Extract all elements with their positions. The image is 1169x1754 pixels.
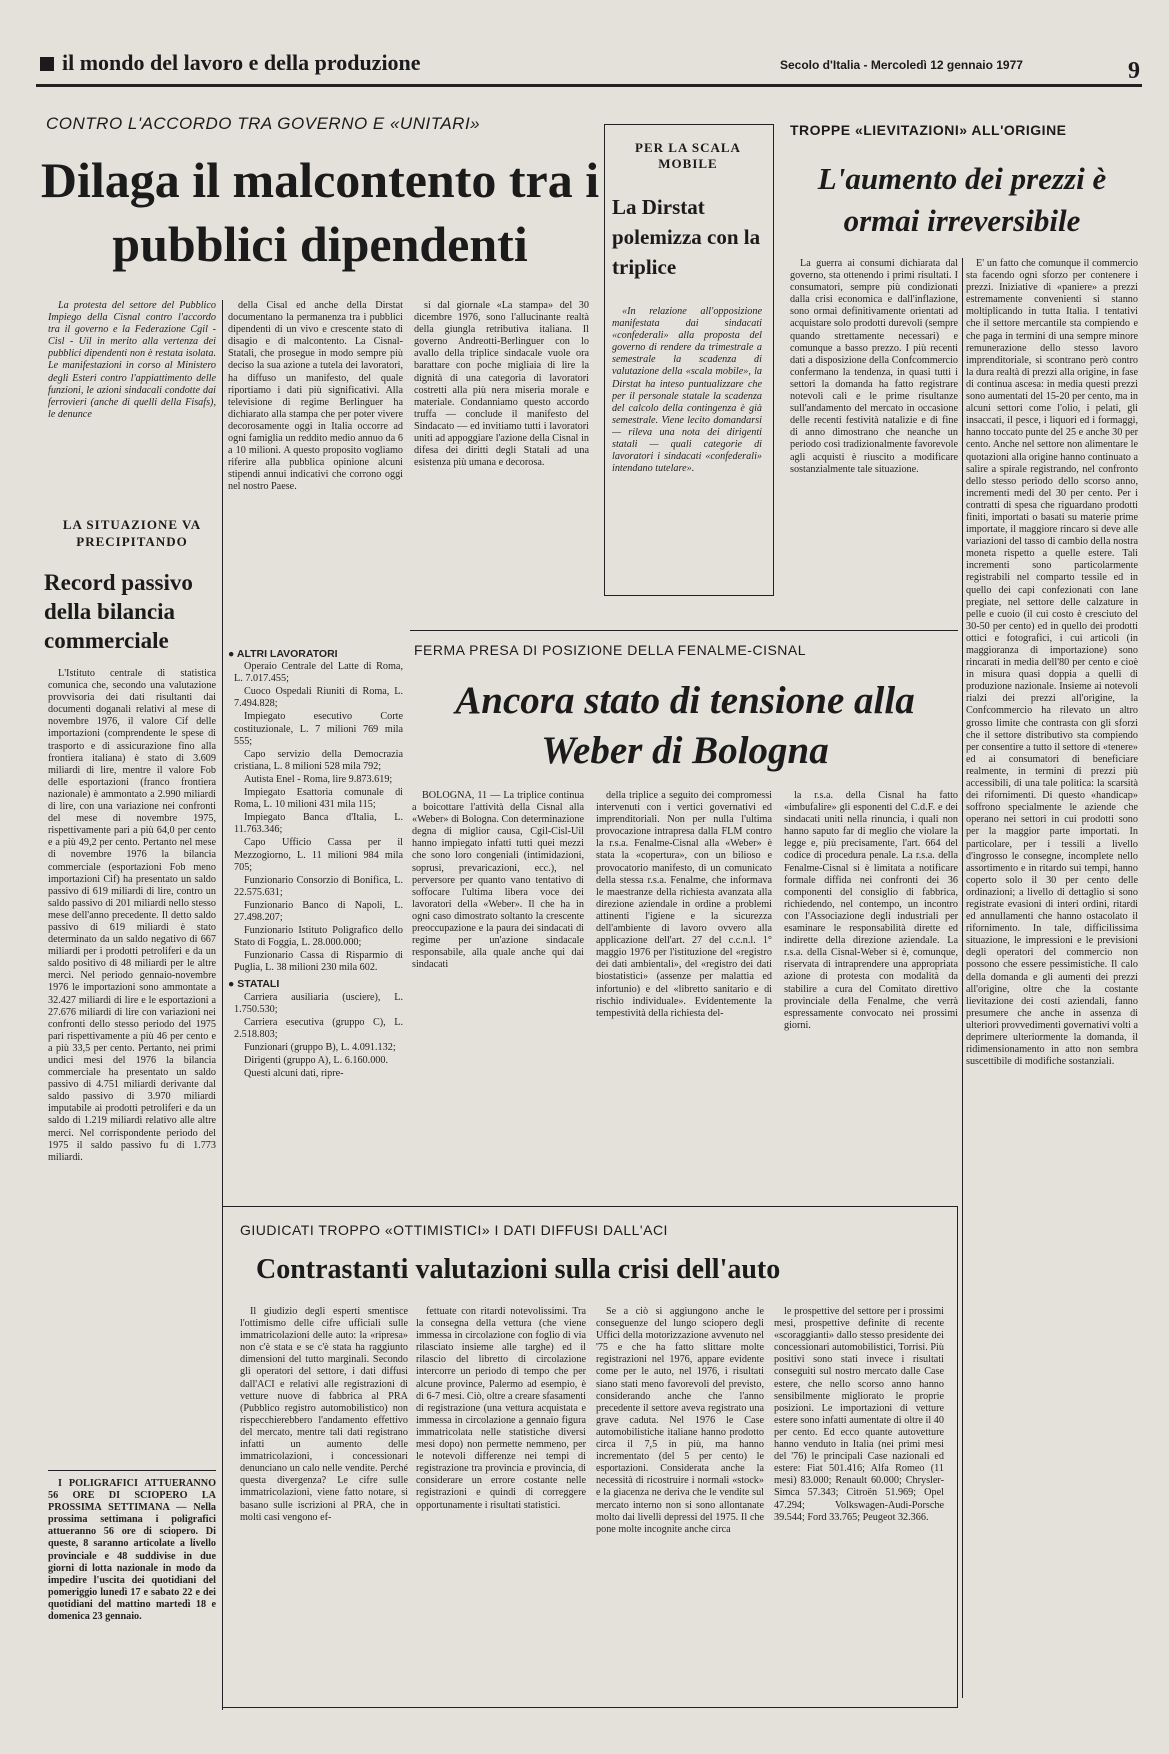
list-item: Capo servizio della Democrazia cristiana, L. 8 milioni 528 mila 792;	[234, 748, 403, 772]
auto-col3-text: Se a ciò si aggiungono anche le conseguenze del lungo sciopero degli Uffici della motorizzazione avvenuto nel '75 e che ha fatto slittare molte registrazioni nel 1976, appare evidente come per le auto, nel 1976, i risultati siano stati meno favorevoli del previsto, considerando anche che l'anno precedente il settore aveva registrato una grave caduta. Nel 1976 le Case automobilistiche italiane hanno prodotto circa il 7,5 in più, ma hanno incrementato (del 5 per cento) le esportazioni. Considerata anche la necessità di ricostruire i normali «stock» e la giacenza ne deriva che le vendite sul mercato interno non si sono allontanate molto dai livelli depressi del 1975. Il che pone molte incognite anche circa	[596, 1306, 764, 1535]
page-number: 9	[1128, 58, 1140, 84]
situazione-body-text: L'Istituto centrale di statistica comunica che, secondo una valutazione provvisoria dei dati risultanti dai documenti doganali relativi al mese di novembre 1976, il valore Cif delle importazioni (comprendente le spese di trasporto e di assicurazione fino alla frontiera italiana) è stato di 3.609 miliardi di lire, mentre il valore Fob delle esportazioni (franco frontiera nazionale) è ammontato a 2.990 miliardi di lire, con una variazione nei confronti del mese di novembre 1975, rispettivamente pari a più 64,0 per cento e a più 49,2 per cento. Pertanto nel mese di novembre 1976 la bilancia commerciale (esportazioni Fob meno importazioni Cif) ha presentato un saldo passivo di 619 miliardi di lire, contro un saldo passivo di 201 miliardi nello stesso mese dell'anno precedente. Il detto saldo passivo di 619 miliardi è stato determinato da un saldo negativo di 667 miliardi per i prodotti petroliferi e da un saldo positivo di 48 miliardi per le altre merci. Nel periodo gennaio-novembre 1976 le importazioni sono ammontate a 32.427 miliardi di lire e le esportazioni a 27.676 miliardi di lire con variazioni nei confronti dello stesso periodo del 1975 pari rispettivamente a più 46 per cento e a più 33,5 per cento. Pertanto, nei primi undici mesi del 1976 la bilancia commerciale ha presentato un saldo passivo di 4.751 miliardi derivante dal saldo passivo di 3.970 miliardi imputabile ai prodotti petroliferi e da un saldo di 1.219 miliardi relativo alle altre merci. Nel corrispondente periodo del 1975 il saldo passivo fu di 1.773 miliardi.	[48, 668, 216, 1163]
auto-kicker: GIUDICATI TROPPO «OTTIMISTICI» I DATI DIFFUSI DALL'ACI	[240, 1222, 668, 1238]
dirstat-body	[612, 306, 762, 586]
situazione-note-rule	[48, 1470, 216, 1471]
auto-col1	[240, 1306, 408, 1698]
dirstat-headline: La Dirstat polemizza con la triplice	[612, 195, 761, 279]
list-item: Funzionario Consorzio di Bonifica, L. 22.575.631;	[234, 874, 403, 898]
auto-col4	[774, 1306, 944, 1698]
list-item: Carriera ausiliaria (usciere), L. 1.750.530;	[234, 991, 403, 1015]
weber-col2	[596, 790, 772, 1196]
auto-headline: Contrastanti valutazioni sulla crisi dell'auto	[256, 1254, 781, 1285]
list-item: Dirigenti (gruppo A), L. 6.160.000.	[244, 1055, 389, 1066]
list-item: Operaio Centrale del Latte di Roma, L. 7.017.455;	[234, 661, 403, 685]
list-item: Impiegato Banca d'Italia, L. 11.763.346;	[234, 812, 403, 836]
article1-lead-text: La protesta del settore del Pubblico Impiego della Cisnal contro l'accordo tra il governo e la Federazione Cgil - Cisl - Uil in merito alla vertenza dei pubblici dipendenti non è restata isolata. Le manifestazioni in corso al Ministero degli Esteri contro l'appiattimento delle funzioni, le azioni sindacali condotte dai ferrovieri (anche di quelli della Fisafs), le denunce	[48, 300, 216, 420]
article1-headline: Dilaga il malcontento tra i pubblici dipendenti	[40, 152, 600, 272]
weber-col3-text: la r.s.a. della Cisnal ha fatto «imbufalire» gli esponenti del C.d.F. e dei sindacati uniti nella rinuncia, i quali non hanno saputo far di meglio che violare la legge e, più precisamente, l'art. 664 del codice di procedura penale. La r.s.a. della Fenalme-Cisnal si è limitata a notificare formale diffida nei confronti dei 36 componenti del consiglio di fabbrica, richiedendo, nel contempo, un incontro con l'Associazione degli industriali per esaminare le responsabilità dirette ed indirette della direzione aziendale. La r.s.a. della Cisnal-Weber si è, comunque, riservata di intraprendere una appropriata azione di protesta con modalità da stabilire a cura del Comitato direttivo provinciale della Fenalme, che verrà espressamente convocato nei prossimi giorni.	[784, 790, 958, 1031]
situazione-body	[48, 668, 216, 1466]
list-item: Funzionario Cassa di Risparmio di Puglia, L. 38 milioni 230 mila 602.	[234, 950, 403, 974]
weber-headline: Ancora stato di tensione alla Weber di Bologna	[455, 679, 915, 772]
weber-top-rule	[410, 630, 958, 631]
prezzi-kicker: TROPPE «LIEVITAZIONI» ALL'ORIGINE	[790, 122, 1067, 138]
poligrafici-note	[48, 1478, 216, 1708]
list-item: Funzionario Istituto Poligrafico dello Stato di Foggia, L. 28.000.000;	[234, 925, 403, 949]
list-title-altri-text: ALTRI LAVORATORI	[236, 648, 338, 660]
dateline: Secolo d'Italia - Mercoledì 12 gennaio 1977	[780, 58, 1023, 72]
weber-col1-text: BOLOGNA, 11 — La triplice continua a boicottare l'attività della Cisnal alla «Weber» di Bologna. Con determinazione degna di miglior causa, Cgil-Cisl-Uil hanno impiegato infatti tutti quei mezzi che sono loro congeniali (intimidazioni, soprusi, prevaricazioni, ecc.), nel perversore per quanto vano tentativo di soffocare l'ultima libera voce dei lavoratori della «Weber». Il che ha in ogni caso dimostrato soltanto la crescente preoccupazione e la paura dei sindacati di regime per un'azione sindacale responsabile, alla quale anche qui dai sindacati	[412, 790, 584, 971]
auto-col2-text: fettuate con ritardi notevolissimi. Tra la consegna della vettura (che viene immessa in circolazione con foglio di via rilasciato insieme alle targhe) ed il rilascio del libretto di circolazione intercorre un periodo di tempo che per alcune province, Palermo ad esempio, è di 6-7 mesi. Ciò, oltre a creare sfasamenti di registrazione (una vettura acquistata e immessa in circolazione a gennaio figura immatricolata nelle statistiche diversi mesi dopo) non permette nemmeno, per le notevoli differenze nei tempi di registrazione tra provincia e provincia, di considerare un errore costante nelle registrazioni e quindi di correggere opportunamente i risultati statistici.	[416, 1306, 586, 1511]
poligrafici-note-text: I POLIGRAFICI ATTUERANNO 56 ORE DI SCIOPERO LA PROSSIMA SETTIMANA — Nella prossima settimana i poligrafici attueranno 56 ore di sciopero. Di queste, 8 saranno articolate a livello provinciale e 48 suddivise in due giorni di lotta nazionale in modo da impedire l'uscita dei quotidiani del pomeriggio lunedì 17 e sabato 22 e dei quotidiani del mattino martedì 18 e domenica 23 gennaio.	[48, 1478, 216, 1623]
dirstat-body-text: «In relazione all'opposizione manifestata dai sindacati «confederali» alla proposta del governo di rendere da trimestrale a semestrale la scadenza di valutazione della «scala mobile», la Dirstat ha inteso puntualizzare che per il personale statale la scadenza del calcolo della contingenza è già semestrale. Viene lecito domandarsi — rileva una nota dei dirigenti statali — quali categorie di lavoratori i sindacati «confederali» intendano tutelare».	[612, 306, 762, 475]
article1-col3-text: si dal giornale «La stampa» del 30 dicembre 1976, sono l'allucinante realtà della giungla retributiva italiana. Il governo Andreotti-Berlinguer con lo avallo della triplice sindacale vuole ora barattare con poche migliaia di lire la dignità di una categoria di lavoratori costretti alla più nera miseria morale e materiale. Condanniamo questo accordo truffa — conclude il manifesto del Sindacato — ed invitiamo tutti i lavoratori uniti ad appoggiare l'azione della Cisnal in difesa dei diritti degli Statali ad una esistenza più umana e decorosa.	[414, 300, 589, 469]
list-item: Carriera esecutiva (gruppo C), L. 2.518.803;	[234, 1016, 403, 1040]
article1-col3	[414, 300, 589, 620]
prezzi-col2	[966, 258, 1138, 1704]
list-title-statali: ● STATALI	[228, 978, 280, 991]
prezzi-col1-text: La guerra ai consumi dichiarata dal governo, sta ottenendo i primi risultati. I consumatori, sempre più condizionati dalla crisi economica e dall'inflazione, sono ormai definitivamente orientati ad acquistare solo prodotti durevoli (sempre quando strettamente necessari) e comunque a basso prezzo. I più recenti dati a disposizione della Confcommercio confermano la tendenza, in quasi tutti i settori la domanda ha fatto registrare notevoli cali e le prime risultanze sull'andamento del mercato in occasione delle recenti festività natalizie e di fine di anno dimostrano che neanche un periodo così tradizionalmente favorevole agli acquisti è riuscito a modificare sostanzialmente tale situazione.	[790, 258, 958, 475]
column-rule	[962, 258, 963, 1698]
article1-kicker: CONTRO L'ACCORDO TRA GOVERNO E «UNITARI»	[46, 114, 481, 133]
section-bullet	[40, 57, 54, 71]
prezzi-col2-text: E' un fatto che comunque il commercio sta facendo ogni sforzo per contenere i prezzi. Iniziative di «paniere» a prezzi estremamente convenienti si stanno moltiplicando in tutta Italia. I tentativi che il settore mercantile sta compiendo e che paga in termini di una sempre minore remunerazione dello stesso lavoro imprenditoriale, si scontrano però contro la dura realtà di prezzi alla origine, in fase di continua ascesa: in media questi prezzi sono aumentati del 15-20 per cento, ma in alcuni settori come l'olio, i pelati, gli insaccati, il pesce, i liquori ed i formaggi, hanno toccato punte del 25 e anche 30 per cento. Anche nel settore non alimentare le quotazioni alla origine hanno continuato a salire a spirale registrando, nel confronto dello stesso periodo dello scorso anno, incrementi medi del 30 per cento. Per i contratti di spesa che riguardano prodotti finiti, importati o basati su materie prime importate, il maggiore rincaro si deve alle variazioni del tasso di cambio della nostra moneta rispetto a quelle estere. Tali incrementi sono particolarmente registrabili nel comparto tessile ed in quello dei capi confezionati con lane pregiate, nel settore delle calzature in pelle e cuoio (il cui costo è cresciuto del 30-50 per cento) ed in quello dei prodotti ottici e fotografici, i cui articoli (in maggioranza di importazione) sono rincarati in media dell'80 per cento e cioè in misura quasi doppia a quelli di produzione nazionale. Insieme ai notevoli rialzi dei prezzi all'origine, la Confcommercio ha rilevato un altro grosso limite che contrasta con gli sforzi che il settore distributivo sta compiendo per consentire a tutto il settore di «tenere» ed ai consumatori di beneficiare realmente, in termini di prezzi più accessibili, di una tale politica: la scarsità dei rifornimenti. Di questo «handicap» soffrono specialmente le aziende che operano nei settori in cui prodotti sono per la maggior parte importati. In particolare, per i tessili a livello d'ingrosso le consegne, incomplete nello assortimento e in ritardo sui tempi, hanno coperto solo il 30 per cento delle ordinazioni; a livello di dettaglio si sono registrate evasioni di interi ordini, ritardi ed annullamenti che hanno ostacolato il rifornimento. In tale, difficilissima situazione, le impressioni e le previsioni degli operatori del commercio non possono che essere pessimistiche. Il calo della domanda e gli aumenti dei prezzi all'origine, oltre che la costante lievitazione dei costi aziendali, fanno presumere che anche in assenza di ulteriori provvedimenti governativi volti a deprimere ulteriormente la domanda, il ridimensionamento in atto non sembra suscettibile di modifiche sostanziali.	[966, 258, 1138, 1068]
list-title-statali-text: STATALI	[237, 978, 280, 991]
weber-col3	[784, 790, 958, 1196]
auto-col2	[416, 1306, 586, 1698]
article1-col2-text: della Cisal ed anche della Dirstat documentano la permanenza tra i pubblici dipendenti di un vivo e crescente stato di disagio e di malcontento. La Cisnal-Statali, che prosegue in modo sempre più deciso la sua azione a tutela dei lavoratori, ha diffuso un manifesto, del quale riportiamo i dati più significativi. Alla televisione di regime Berlinguer ha dichiarato alla stampa che per poter vivere decorosamente oggi in Italia occorre ad ogni famiglia un reddito medio annuo da 6 a 10 milioni. A questo proposito vogliamo riferire alla pubblica opinione alcuni stipendi annui indicativi che corrono oggi nel nostro Paese.	[228, 300, 403, 493]
situazione-kicker: LA SITUAZIONE VA PRECIPITANDO	[62, 517, 202, 549]
article1-col2	[228, 300, 403, 640]
salary-list	[228, 644, 403, 1164]
list-item: Funzionario Banco di Napoli, L. 27.498.207;	[234, 899, 403, 923]
section-title: il mondo del lavoro e della produzione	[62, 50, 421, 75]
list-tail: Questi alcuni dati, ripre-	[244, 1068, 344, 1080]
list-item: Impiegato esecutivo Corte costituzionale, L. 7 milioni 769 mila 555;	[234, 711, 403, 747]
situazione-headline: Record passivo della bilancia commerciale	[44, 570, 193, 653]
dirstat-kicker: PER LA SCALA MOBILE	[635, 140, 741, 171]
header-rule	[36, 84, 1142, 87]
auto-col3	[596, 1306, 764, 1698]
prezzi-col1	[790, 258, 958, 602]
article1-lead	[48, 300, 216, 505]
list-item: Autista Enel - Roma, lire 9.873.619;	[244, 773, 393, 785]
list-item: Funzionari (gruppo B), L. 4.091.132;	[244, 1041, 396, 1053]
auto-col1-text: Il giudizio degli esperti smentisce l'ottimismo delle cifre ufficiali sulle immatricolazioni delle auto: la «ripresa» non c'è stata e se c'è stata ha raggiunto dimensioni del tutto marginali. Secondo gli operatori del settore, i dati diffusi dall'ACI e relativi alle registrazioni di vetture nuove di fabbrica al PRA (Pubblico registro automobilistico) non rispecchierebbero l'andamento effettivo del mercato, mentre tali dati registrano infatti un aumento delle immatricolazioni, i concessionari denunciano un calo nelle vendite. Perché questa divergenza? Le cifre sulle immatricolazioni, viene fatto notare, si basano sulle iscrizioni al PRA, che in molti casi vengono ef-	[240, 1306, 408, 1523]
prezzi-headline: L'aumento dei prezzi è ormai irreversibile	[817, 161, 1107, 238]
weber-col2-text: della triplice a seguito dei compromessi intervenuti con i vertici governativi ed imprenditoriali. Non per nulla l'ultima provocazione intrapresa dalla FLM contro la r.s.a. Fenalme-Cisnal alla «Weber» è stata la «copertura», con un bilioso e provocatorio manifesto, di un comunicato della stessa r.s.a. Fenalme, che informava le maestranze della richiesta avanzata alla direzione aziendale in ordine a problemi attinenti l'igiene e la sicurezza dell'ambiente di lavoro ovvero alla applicazione dell'art. 27 del c.c.n.l. 1° maggio 1976 per l'istituzione del «registro dei dati ambientali», del «registro dei dati biostatistici» (assenze per malattia ed infortunio) e del «libretto sanitario e di rischio individuale». Evidentemente la tempestività della richiesta del-	[596, 790, 772, 1019]
list-title-altri: ● ALTRI LAVORATORI	[228, 648, 338, 660]
list-item: Capo Ufficio Cassa per il Mezzogiorno, L. 11 milioni 984 mila 705;	[234, 837, 403, 873]
auto-col4-text: le prospettive del settore per i prossimi mesi, prospettive definite di recente «scoraggianti» dallo stesso presidente dei concessionari automobilistici, Torrisi. Più positivi sono stati invece i risultati conseguiti sul nostro mercato dalle Case estere, che nello scorso anno hanno sensibilmente migliorato le proprie posizioni. Le importazioni di vetture estere sono infatti aumentate di oltre il 40 per cento. Ed ecco quante autovetture hanno venduto in Italia (nei primi mesi del '76) le principali Case nazionali ed estere: Fiat 501.416; Alfa Romeo (11 mesi) 83.000; Renault 60.000; Chrysler-Simca 57.343; Citroën 51.969; Opel 47.294; Volkswagen-Audi-Porsche 39.544; Ford 33.765; Peugeot 32.366.	[774, 1306, 944, 1523]
weber-col1	[412, 790, 584, 1196]
weber-kicker: FERMA PRESA DI POSIZIONE DELLA FENALME-CISNAL	[414, 642, 807, 658]
list-item: Cuoco Ospedali Riuniti di Roma, L. 7.494.828;	[234, 686, 403, 710]
list-item: Impiegato Esattoria comunale di Roma, L. 10 milioni 431 mila 115;	[234, 787, 403, 811]
